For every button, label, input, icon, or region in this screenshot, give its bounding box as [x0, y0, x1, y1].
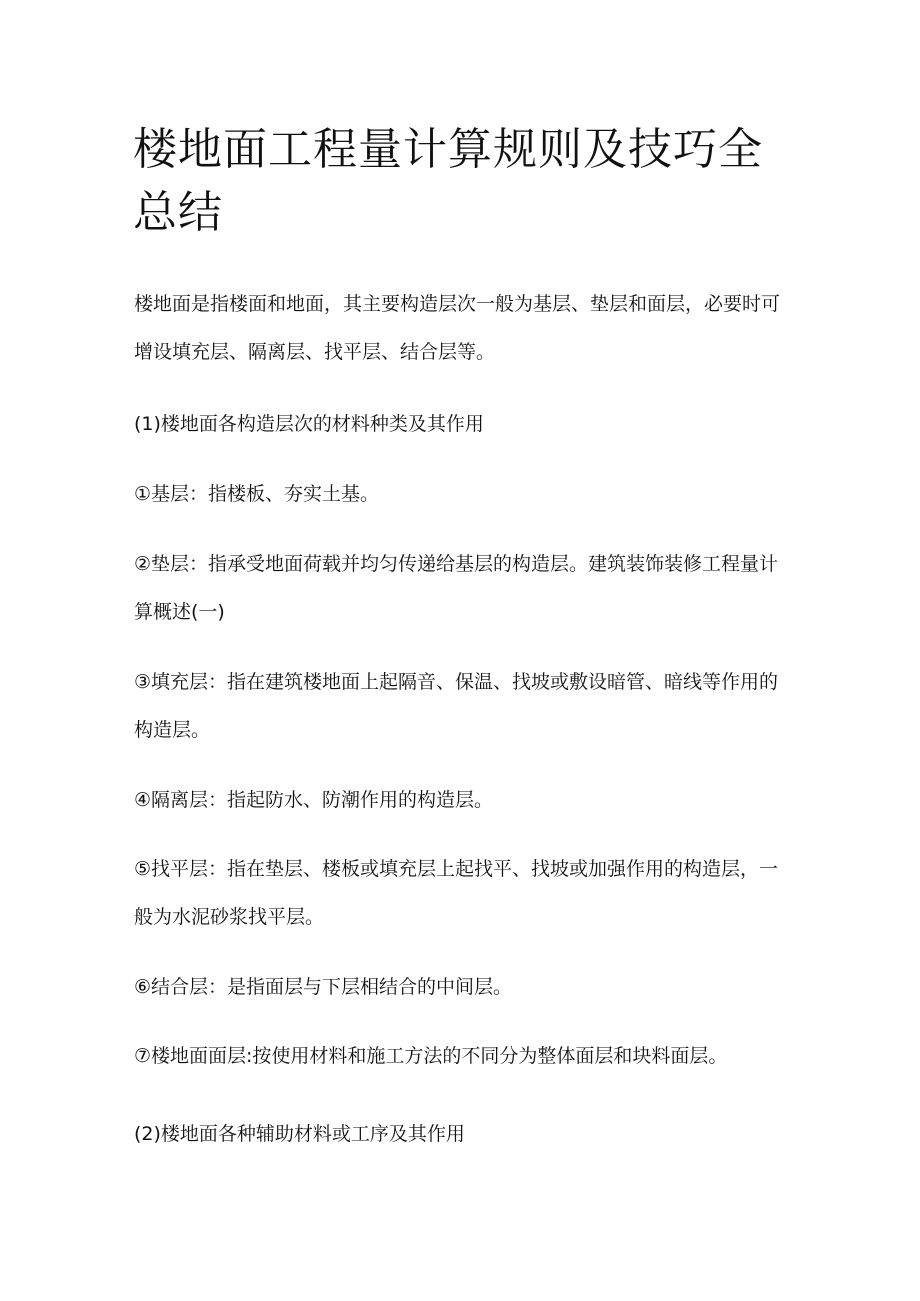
- list-item-isolation-layer: ④隔离层：指起防水、防潮作用的构造层。: [134, 789, 494, 811]
- section-heading-2: (2)楼地面各种辅助材料或工序及其作用: [134, 1123, 465, 1145]
- list-item-surface-layer: ⑦楼地面面层:按使用材料和施工方法的不同分为整体面层和块料面层。: [134, 1045, 728, 1067]
- list-item-bonding-layer: ⑥结合层：是指面层与下层相结合的中间层。: [134, 976, 513, 998]
- list-item-base-layer: ①基层：指楼板、夯实土基。: [134, 483, 380, 505]
- document-title: 楼地面工程量计算规则及技巧全总结: [133, 124, 763, 238]
- list-item-leveling-layer: ⑤找平层：指在垫层、楼板或填充层上起找平、找坡或加强作用的构造层，一般为水泥砂浆找平层。: [134, 858, 779, 928]
- intro-paragraph: 楼地面是指楼面和地面，其主要构造层次一般为基层、垫层和面层，必要时可增设填充层、隔离层、找平层、结合层等。: [134, 293, 781, 363]
- section-heading-1: (1)楼地面各构造层次的材料种类及其作用: [134, 413, 484, 435]
- list-item-cushion-layer: ②垫层：指承受地面荷载并均匀传递给基层的构造层。建筑装饰装修工程量计算概述(一): [134, 553, 779, 623]
- list-item-filling-layer: ③填充层：指在建筑楼地面上起隔音、保温、找坡或敷设暗管、暗线等作用的构造层。: [134, 671, 779, 741]
